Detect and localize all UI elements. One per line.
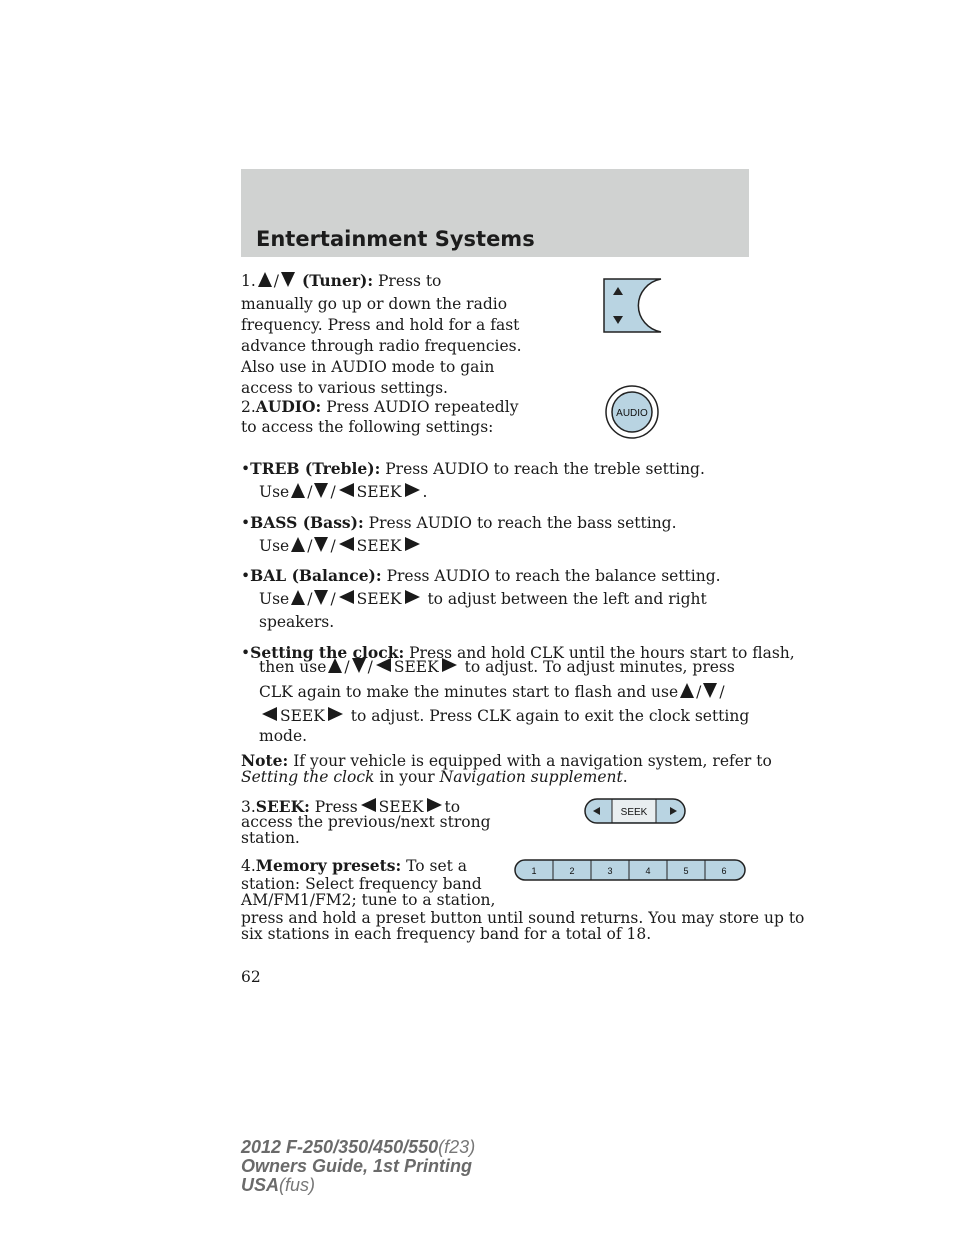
preset-4-label: 4 — [645, 866, 651, 876]
right-arrow-icon — [405, 483, 420, 497]
down-arrow-icon — [314, 483, 328, 498]
left-arrow-icon — [262, 707, 277, 721]
bal-line-2: Use / / SEEK to adjust between the left and right — [259, 590, 707, 608]
treb-line-1: •TREB (Treble): Press AUDIO to reach the treble setting. — [241, 459, 705, 478]
clock-line-1: •Setting the clock: Press and hold CLK until the hours start to flash, — [241, 643, 795, 662]
clock-line-3: CLK again to make the minutes start to flash and use / / — [259, 683, 725, 701]
footer-line-1: 2012 F-250/350/450/550(f23) — [241, 1137, 476, 1157]
seek-line-2: access the previous/next strong — [241, 813, 491, 831]
up-arrow-icon — [258, 272, 272, 287]
presets-line-4: press and hold a preset button until sound returns. You may store up to — [241, 909, 805, 927]
seek-line-3: station. — [241, 829, 300, 847]
tuner-line-3: frequency. Press and hold for a fast — [241, 316, 520, 334]
clock-line-5: mode. — [259, 727, 308, 745]
tuner-line-1: 1. / (Tuner): Press to — [241, 271, 442, 290]
preset-1-label: 1 — [531, 866, 537, 876]
footer-line-2: Owners Guide, 1st Printing — [241, 1156, 473, 1176]
bass-line-2: Use / / SEEK — [259, 536, 423, 557]
right-arrow-icon — [405, 590, 420, 604]
preset-5-label: 5 — [683, 866, 689, 876]
note-line-1: Note: If your vehicle is equipped with a navigation system, refer to — [241, 751, 772, 770]
up-arrow-icon — [291, 483, 305, 498]
left-arrow-icon — [339, 537, 354, 551]
right-arrow-icon — [405, 537, 420, 551]
preset-bar-shape — [515, 860, 745, 880]
down-arrow-icon — [314, 537, 328, 552]
tuner-line-6: access to various settings. — [241, 379, 448, 397]
up-arrow-icon — [328, 658, 342, 673]
footer — [241, 1138, 475, 1195]
bass-line-1: •BASS (Bass): Press AUDIO to reach the bass setting. — [241, 513, 677, 532]
section-header — [241, 169, 749, 257]
bal-line-1: •BAL (Balance): Press AUDIO to reach the balance setting. — [241, 566, 721, 585]
right-arrow-icon — [427, 798, 442, 812]
preset-2-label: 2 — [569, 866, 575, 876]
clock-line-4: SEEK to adjust. Press CLK again to exit the clock setting — [259, 706, 749, 727]
audio-button-diagram — [604, 384, 660, 440]
right-arrow-icon — [442, 658, 457, 672]
treb-line-2: Use / / SEEK . — [259, 483, 428, 501]
tuner-buttons-diagram — [603, 278, 663, 334]
seek-line-1: 3.SEEK: Press SEEK to — [241, 797, 461, 816]
presets-line-3: AM/FM1/FM2; tune to a station, — [241, 891, 496, 909]
preset-3-label: 3 — [607, 866, 613, 876]
up-arrow-icon — [291, 590, 305, 605]
tuner-line-2: manually go up or down the radio — [241, 295, 508, 313]
section-title: Entertainment Systems — [256, 227, 535, 251]
presets-line-2: station: Select frequency band — [241, 875, 482, 893]
down-arrow-icon — [281, 272, 295, 287]
right-arrow-icon — [328, 707, 343, 721]
clock-line-2: then use / / SEEK to adjust. To adjust minutes, press — [259, 658, 735, 676]
bal-line-3: speakers. — [259, 613, 335, 631]
down-arrow-icon — [314, 590, 328, 605]
left-arrow-icon — [339, 590, 354, 604]
left-arrow-icon — [376, 658, 391, 672]
note-line-2: Setting the clock in your Navigation supplement. — [241, 768, 628, 786]
audio-line-1: 2.AUDIO: Press AUDIO repeatedly — [241, 397, 519, 416]
tuner-button-shape — [604, 279, 661, 332]
audio-line-2: to access the following settings: — [241, 418, 494, 436]
seek-button-diagram — [584, 798, 686, 824]
preset-6-label: 6 — [721, 866, 727, 876]
tuner-line-5: Also use in AUDIO mode to gain — [241, 358, 495, 376]
page-number: 62 — [241, 968, 261, 986]
tuner-line-4: advance through radio frequencies. — [241, 337, 522, 355]
down-arrow-icon — [703, 683, 717, 698]
seek-button-label: SEEK — [620, 807, 648, 818]
up-arrow-icon — [291, 537, 305, 552]
left-arrow-icon — [361, 798, 376, 812]
up-arrow-icon — [680, 683, 694, 698]
preset-buttons-diagram — [514, 859, 746, 881]
footer-line-3: USA(fus) — [241, 1175, 316, 1195]
left-arrow-icon — [339, 483, 354, 497]
down-arrow-icon — [352, 658, 366, 673]
presets-line-1: 4.Memory presets: To set a — [241, 856, 468, 875]
audio-button-label: AUDIO — [616, 408, 648, 419]
presets-line-5: six stations in each frequency band for a total of 18. — [241, 925, 652, 943]
